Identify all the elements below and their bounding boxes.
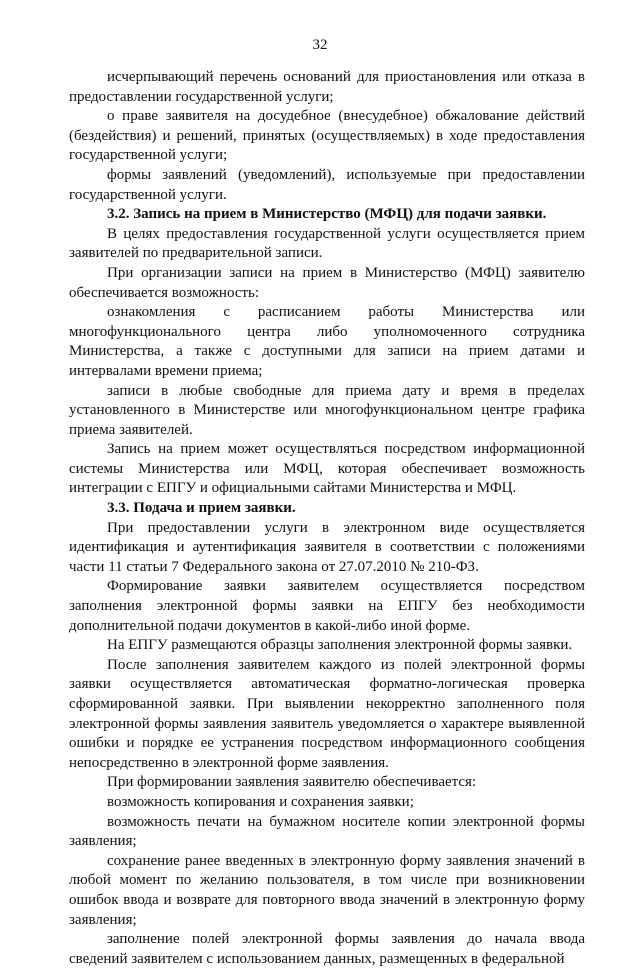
paragraph: В целях предоставления государственной услуги осуществляется прием заявителей по предварительной записи. [69, 225, 585, 262]
paragraph: о праве заявителя на досудебное (внесудебное) обжалование действий (бездействия) и решений, принятых (осуществляемых) в ходе предоставления государственной услуги; [69, 108, 585, 164]
paragraph-continuation: исчерпывающий перечень оснований для приостановления или отказа в предоставлении государственной услуги; [69, 69, 585, 105]
paragraph: ознакомления с расписанием работы Министерства или многофункционального центра либо уполномоченного сотрудника Министерства, а также с доступными для записи на прием датами и интервалами времени приема; [69, 304, 585, 379]
paragraph: Формирование заявки заявителем осуществляется посредством заполнения электронной формы заявки на ЕПГУ без необходимости дополнительной подачи документов в какой-либо иной форме. [69, 578, 585, 634]
paragraph: возможность копирования и сохранения заявки; [107, 793, 414, 810]
paragraph: формы заявлений (уведомлений), используемые при предоставлении государственной услуги. [69, 166, 585, 203]
paragraph: На ЕПГУ размещаются образцы заполнения электронной формы заявки. [107, 637, 573, 654]
paragraph: При предоставлении услуги в электронном виде осуществляется идентификация и аутентификация заявителя в соответствии с положениями части 11 статьи 7 Федерального закона от 27.07.2010 № 210-ФЗ. [69, 519, 585, 575]
paragraph: При формировании заявления заявителю обеспечивается: [107, 774, 477, 791]
page-number: 32 [312, 37, 328, 53]
section-heading: 3.2. Запись на прием в Министерство (МФЦ) для подачи заявки. [107, 206, 547, 223]
paragraph: После заполнения заявителем каждого из полей электронной формы заявки осуществляется автоматическая форматно-логическая проверка сформированной заявки. При выявлении некорректно заполненного поля электронной формы заявления заявитель уведомляется о характере выявленной ошибки и порядке ее устранения посредством информационного сообщения непосредственно в электронной форме заявления. [69, 656, 585, 771]
paragraph: записи в любые свободные для приема дату и время в пределах установленного в Министерстве или многофункциональном центре графика приема заявителей. [69, 382, 585, 438]
paragraph: заполнение полей электронной формы заявления до начала ввода сведений заявителем с использованием данных, размещенных в федеральной [69, 931, 585, 967]
paragraph: сохранение ранее введенных в электронную форму заявления значений в любой момент по желанию пользователя, в том числе при возникновении ошибок ввода и возврате для повторного ввода значений в электронную форму заявления; [69, 852, 585, 928]
document-body [69, 68, 585, 969]
paragraph: При организации записи на прием в Министерство (МФЦ) заявителю обеспечивается возможность: [69, 264, 585, 301]
paragraph: Запись на прием может осуществляться посредством информационной системы Министерства или МФЦ, которая обеспечивает возможность интеграции с ЕПГУ и официальными сайтами Министерства и МФЦ. [69, 441, 585, 497]
paragraph: возможность печати на бумажном носителе копии электронной формы заявления; [69, 813, 585, 850]
section-heading: 3.3. Подача и прием заявки. [107, 500, 296, 517]
